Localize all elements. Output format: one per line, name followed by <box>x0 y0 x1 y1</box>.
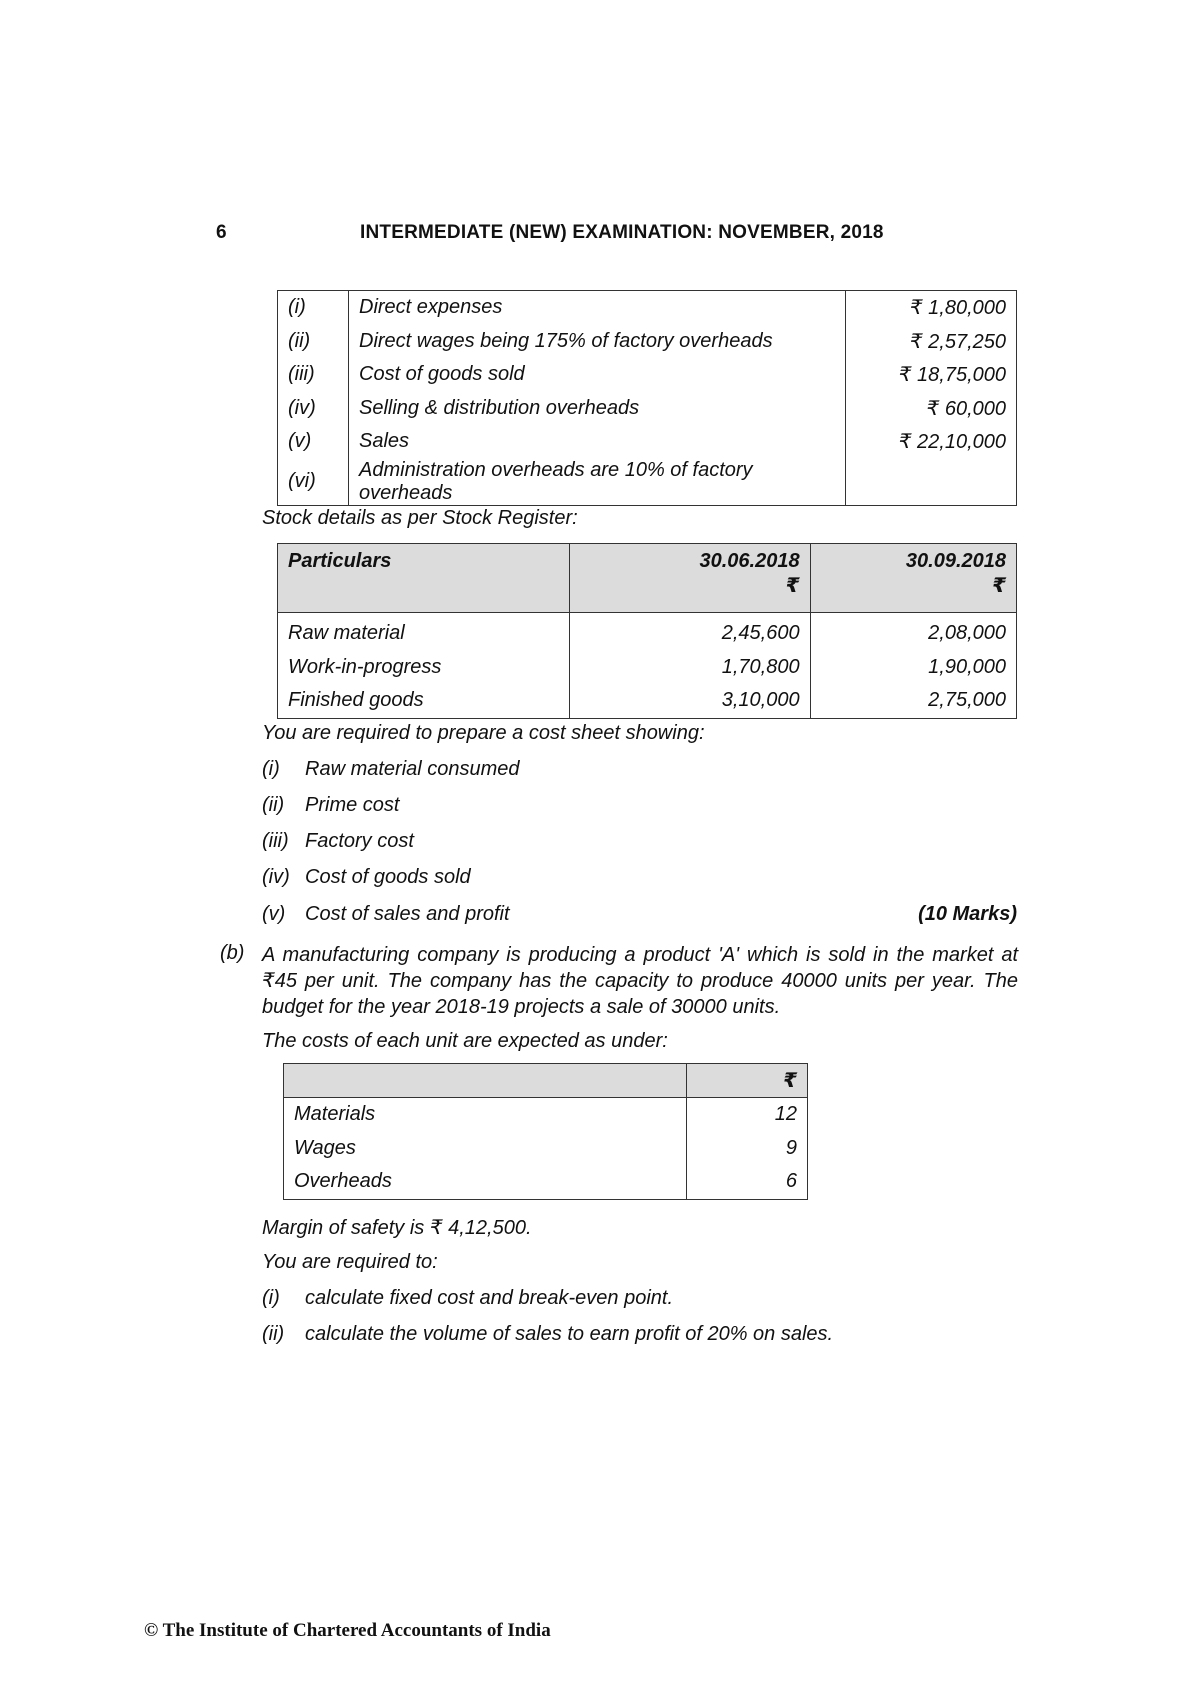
item-number: (iv) <box>278 392 349 426</box>
table-header-row <box>284 1064 808 1098</box>
cost-value: 12 <box>774 1103 797 1126</box>
item-number: (iii) <box>278 358 349 392</box>
list-number: (i) <box>262 758 280 780</box>
cost-value: 9 <box>785 1136 797 1159</box>
list-text: Factory cost <box>305 830 414 852</box>
stock-label: Work-in-progress <box>278 651 570 685</box>
column-header-date-1: 30.06.2018 ₹ <box>569 544 810 613</box>
given-data-table <box>277 290 1017 506</box>
item-value: ₹ 60,000 <box>926 397 1006 420</box>
cost-label: Overheads <box>284 1165 687 1199</box>
table-row <box>278 459 1017 506</box>
list-number: (ii) <box>262 794 285 816</box>
stock-value-1: 1,70,800 <box>569 651 810 685</box>
item-value: ₹ 22,10,000 <box>898 431 1006 454</box>
table-row <box>278 684 1017 718</box>
item-value: ₹ 2,57,250 <box>909 330 1006 353</box>
footer-copyright: © The Institute of Chartered Accountants of India <box>144 1620 551 1641</box>
rupee-symbol: ₹ <box>992 575 1006 597</box>
table-row <box>278 613 1017 651</box>
item-label: Direct wages being 175% of factory overheads <box>349 325 846 359</box>
item-label: Administration overheads are 10% of factory overheads <box>349 459 846 506</box>
page-number: 6 <box>216 222 227 243</box>
item-label: Sales <box>349 425 846 459</box>
table-row <box>278 291 1017 325</box>
table-row <box>278 425 1017 459</box>
unit-cost-table <box>283 1063 808 1200</box>
list-text: calculate the volume of sales to earn profit of 20% on sales. <box>305 1323 834 1345</box>
stock-label: Raw material <box>278 613 570 651</box>
list-number: (iv) <box>262 866 290 888</box>
cost-value: 6 <box>785 1170 797 1193</box>
list-number: (i) <box>262 1287 280 1309</box>
rupee-symbol: ₹ <box>785 575 800 597</box>
item-label: Selling & distribution overheads <box>349 392 846 426</box>
item-number: (v) <box>278 425 349 459</box>
stock-value-2: 1,90,000 <box>928 655 1006 678</box>
column-header-blank <box>284 1064 687 1098</box>
item-label: Cost of goods sold <box>349 358 846 392</box>
stock-value-2: 2,75,000 <box>928 689 1006 712</box>
table-row <box>278 392 1017 426</box>
list-number: (iii) <box>262 830 289 852</box>
item-label: Direct expenses <box>349 291 846 325</box>
stock-value-1: 2,45,600 <box>569 613 810 651</box>
stock-intro: Stock details as per Stock Register: <box>262 507 578 529</box>
part-b-question: A manufacturing company is producing a product 'A' which is sold in the market at ₹45 per unit. The company has the capacity to produce 40000 units per year. The budget for the year 2018-19 projects a sale of 30000 units. <box>262 944 1018 1018</box>
list-text: Raw material consumed <box>305 758 520 780</box>
table-header-row <box>278 544 1017 613</box>
list-number: (ii) <box>262 1323 285 1345</box>
table-row <box>284 1165 808 1199</box>
cost-label: Materials <box>284 1098 687 1132</box>
cost-label: Wages <box>284 1132 687 1166</box>
costs-intro: The costs of each unit are expected as under: <box>262 1030 668 1052</box>
list-text: Cost of sales and profit <box>305 903 510 925</box>
part-b-label: (b) <box>220 942 245 964</box>
list-text: calculate fixed cost and break-even point. <box>305 1287 673 1309</box>
table-row <box>278 325 1017 359</box>
stock-value-2: 2,08,000 <box>928 622 1006 645</box>
requirement-intro: You are required to prepare a cost sheet showing: <box>262 722 705 744</box>
rupee-symbol: ₹ <box>687 1064 808 1098</box>
item-number: (i) <box>278 291 349 325</box>
item-number: (ii) <box>278 325 349 359</box>
stock-table <box>277 543 1017 719</box>
list-text: Prime cost <box>305 794 400 816</box>
stock-label: Finished goods <box>278 684 570 718</box>
required-intro: You are required to: <box>262 1251 438 1273</box>
stock-value-1: 3,10,000 <box>569 684 810 718</box>
margin-of-safety: Margin of safety is ₹ 4,12,500. <box>262 1217 532 1239</box>
item-value <box>846 459 1017 506</box>
column-header-particulars: Particulars <box>278 544 570 613</box>
page-header-title: INTERMEDIATE (NEW) EXAMINATION: NOVEMBER, 2018 <box>360 222 884 243</box>
column-header-date-2: 30.09.2018 ₹ <box>810 544 1016 613</box>
table-row <box>284 1132 808 1166</box>
table-row <box>278 651 1017 685</box>
list-text: Cost of goods sold <box>305 866 471 888</box>
marks-label: (10 Marks) <box>918 903 1017 925</box>
item-value: ₹ 18,75,000 <box>898 364 1006 387</box>
list-number: (v) <box>262 903 286 925</box>
table-row <box>278 358 1017 392</box>
item-number: (vi) <box>278 459 349 506</box>
table-row <box>284 1098 808 1132</box>
item-value: ₹ 1,80,000 <box>909 297 1006 320</box>
